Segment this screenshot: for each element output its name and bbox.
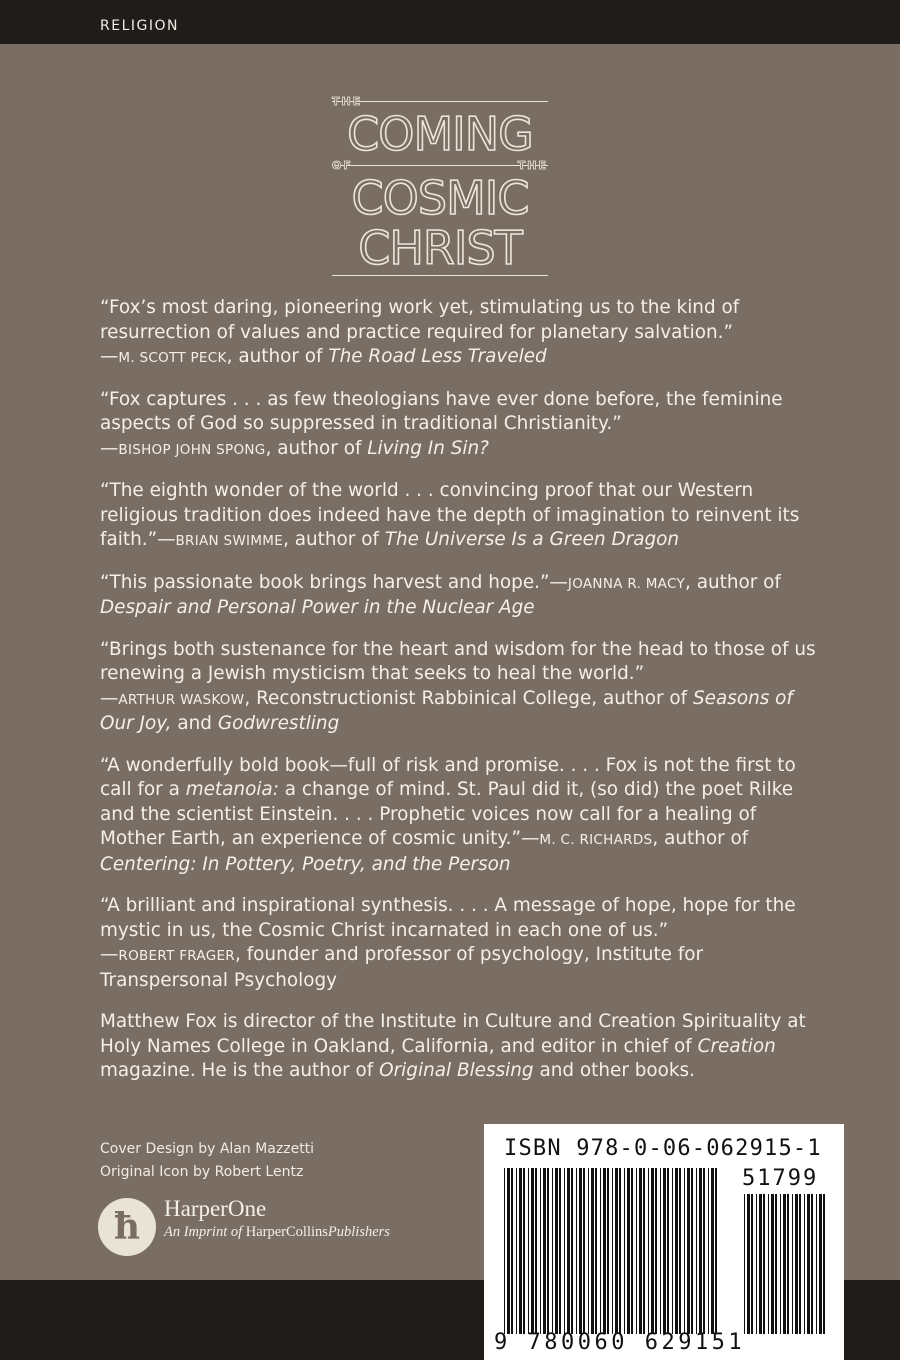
cover-design-credit: Cover Design by Alan Mazzetti [100, 1141, 315, 1157]
barcode-digits: 9 780060 629151 [494, 1330, 746, 1355]
blurb: “Fox captures . . . as few theologians have ever done before, the feminine aspects of God so suppressed in traditional Christianity.” —BISHOP JOHN SPONG, author of Living In Sin? [100, 388, 783, 459]
back-cover-copy [100, 296, 820, 1084]
author-bio: Matthew Fox is director of the Institute in Culture and Creation Spirituality at Holy Names College in Oakland, California, and editor in chief of Creation magazine. He is the author of Original Blessing and other books. [100, 1011, 806, 1081]
book-title [332, 95, 548, 276]
title-underline [332, 275, 548, 276]
blurb-author: BRIAN SWIMME [175, 533, 284, 549]
icon-credit: Original Icon by Robert Lentz [100, 1164, 304, 1180]
publisher-name: HarperOne [164, 1196, 267, 1221]
title-the: THE [332, 95, 548, 109]
blurb-work: Godwrestling [217, 713, 340, 734]
blurb-author: ROBERT FRAGER [118, 948, 235, 964]
blurb-work: Centering: In Pottery, Poetry, and the Person [100, 853, 511, 875]
category-label: RELIGION [100, 18, 179, 34]
blurb-author: JOANNA R. MACY [567, 575, 686, 592]
blurb-author: M. SCOTT PECK [118, 350, 227, 366]
blurb: “A brilliant and inspirational synthesis. . . . A message of hope, hope for the mystic in us, the Cosmic Christ incarnated in each one of us.” —ROBERT FRAGER, founder and professor of psychology, Institute for Transpersonal Psychology [100, 895, 796, 991]
title-line-cosmic: COSMIC [351, 171, 529, 225]
blurb-work: Living In Sin? [367, 437, 489, 459]
harperone-logo-icon: ħ [98, 1198, 156, 1256]
blurb-work: The Universe Is a Green Dragon [384, 529, 680, 550]
title-line-coming: COMING [347, 107, 533, 161]
blurb-author: M. C. RICHARDS [539, 832, 653, 848]
publisher-imprint: An Imprint of HarperCollinsPublishers [164, 1224, 390, 1240]
blurb: “Brings both sustenance for the heart and wisdom for the head to those of us renewing a Jewish mysticism that seeks to heal the world.” —ARTHUR WASKOW, Reconstructionist Rabbinical College, author of Seasons of Our Joy, and Godwrestling [100, 638, 816, 734]
cover-credits [100, 1138, 314, 1184]
barcode-panel [484, 1124, 844, 1360]
blurb-work: Seasons of Our Joy, [100, 687, 793, 734]
blurb-work: The Road Less Traveled [328, 346, 547, 367]
title-of-the: OF THE [332, 159, 548, 172]
barcode-addon [742, 1194, 828, 1334]
blurb: “Fox’s most daring, pioneering work yet, stimulating us to the kind of resurrection of values and practice required for planetary salvation.” —M. SCOTT PECK, author of The Road Less Traveled [100, 297, 740, 367]
title-line-christ: CHRIST [358, 221, 522, 275]
blurb-author: ARTHUR WASKOW [118, 691, 245, 708]
price-code: 51799 [742, 1166, 819, 1191]
blurb: “The eighth wonder of the world . . . convincing proof that our Western religious tradition does indeed have the depth of imagination to reinvent its faith.”—BRIAN SWIMME, author of The Universe Is a Green Dragon [100, 480, 800, 550]
blurb-author: BISHOP JOHN SPONG [118, 441, 266, 458]
blurb-work: Despair and Personal Power in the Nuclear Age [100, 597, 535, 618]
blurb: “A wonderfully bold book—full of risk and promise. . . . Fox is not the first to call for a metanoia: a change of mind. St. Paul did it, (so did) the poet Rilke and the scientist Einstein. . . . Prophetic voices now call for a healing of Mother Earth, an experience of cosmic unity.”—M. C. RICHARDS, author of Centering: In Pottery, Poetry, and the Person [100, 754, 796, 875]
barcode-main [502, 1168, 722, 1334]
isbn-label: ISBN 978-0-06-062915-1 [504, 1136, 822, 1161]
blurb: “This passionate book brings harvest and hope.”—JOANNA R. MACY, author of Despair and Personal Power in the Nuclear Age [100, 571, 781, 618]
